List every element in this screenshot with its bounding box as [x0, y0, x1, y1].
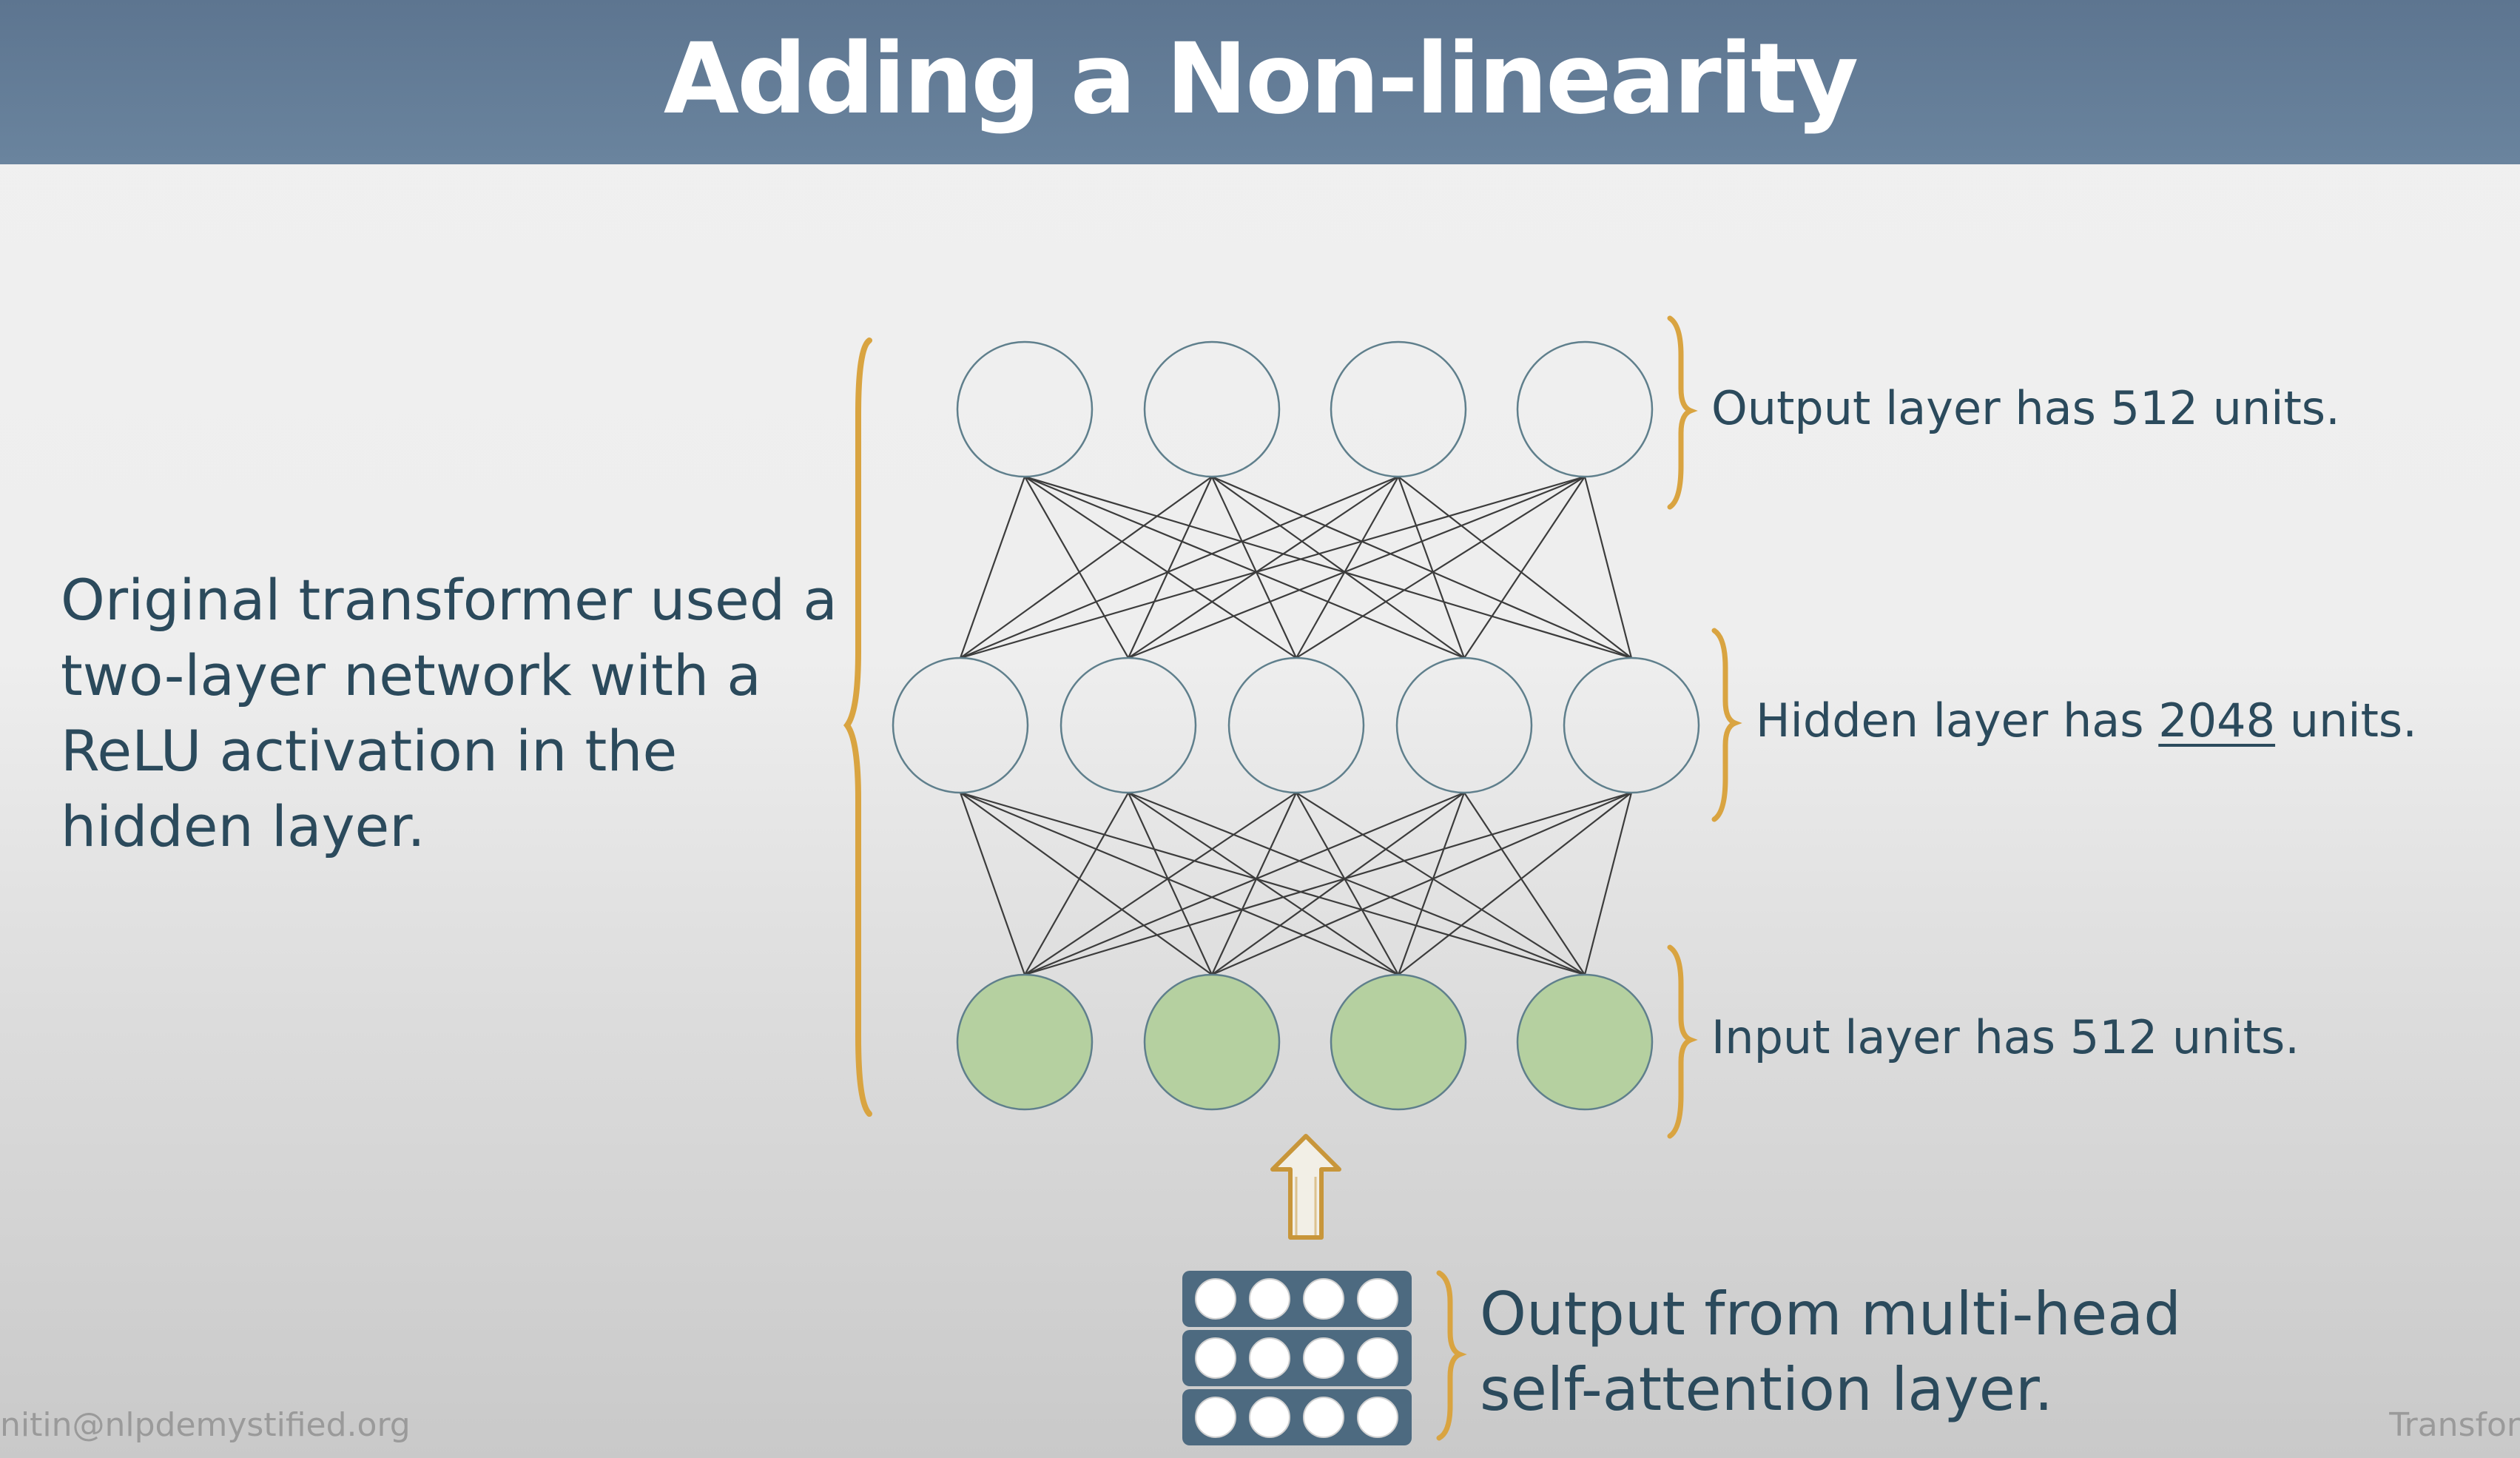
attention-unit: [1304, 1279, 1344, 1319]
edge-input-hidden: [960, 793, 1585, 975]
attention-output-block: [1182, 1271, 1412, 1445]
edge-hidden-output: [1025, 477, 1464, 658]
edge-input-hidden: [1585, 793, 1631, 975]
network-brace: [847, 340, 869, 1114]
attention-unit: [1250, 1397, 1290, 1437]
attention-unit: [1196, 1279, 1236, 1319]
output-units: 512: [2110, 381, 2198, 435]
input-node: [1517, 975, 1652, 1109]
input-units: 512: [2069, 1010, 2158, 1064]
input-node: [1331, 975, 1466, 1109]
hidden-node: [1061, 658, 1196, 793]
input-label-suffix: units.: [2157, 1010, 2300, 1064]
output-node: [957, 342, 1092, 477]
edge-input-hidden: [1398, 793, 1464, 975]
output-node: [1517, 342, 1652, 477]
attention-unit: [1196, 1338, 1236, 1378]
edge-input-hidden: [960, 793, 1025, 975]
edge-input-hidden: [1025, 793, 1296, 975]
input-layer-label: [1711, 1010, 2300, 1064]
output-label-prefix: Output layer has: [1711, 381, 2111, 435]
edge-hidden-output: [1025, 477, 1128, 658]
hidden-node: [1564, 658, 1699, 793]
attention-unit: [1250, 1338, 1290, 1378]
input-node: [1145, 975, 1279, 1109]
edge-input-hidden: [1025, 793, 1464, 975]
edge-hidden-output: [1398, 477, 1464, 658]
output-layer-label: [1711, 381, 2340, 435]
hidden-node: [893, 658, 1028, 793]
attention-unit: [1358, 1338, 1398, 1378]
attention-label: [1480, 1277, 2181, 1428]
hidden-units: 2048: [2158, 693, 2276, 748]
hidden-label-suffix: units.: [2275, 693, 2417, 748]
input-layer-brace: [1670, 947, 1691, 1136]
edge-hidden-output: [960, 477, 1585, 658]
edge-input-hidden: [1296, 793, 1398, 975]
edge-input-hidden: [960, 793, 1212, 975]
edge-hidden-output: [1296, 477, 1398, 658]
edge-input-hidden: [1025, 793, 1128, 975]
edge-hidden-output: [960, 477, 1398, 658]
input-node: [957, 975, 1092, 1109]
attention-unit: [1250, 1279, 1290, 1319]
output-label-suffix: units.: [2197, 381, 2340, 435]
edge-input-hidden: [960, 793, 1398, 975]
attention-unit: [1358, 1397, 1398, 1437]
neuron-nodes: [893, 342, 1699, 1109]
description-text: Original transformer used a two-layer network with a ReLU activation in the hidden layer.: [61, 567, 838, 859]
output-node: [1145, 342, 1279, 477]
edge-hidden-output: [1025, 477, 1296, 658]
attention-unit: [1358, 1279, 1398, 1319]
output-layer-brace: [1670, 318, 1691, 507]
hidden-node: [1229, 658, 1364, 793]
hidden-label-prefix: Hidden layer has: [1756, 693, 2159, 748]
slide-title: Adding a Non-linearity: [663, 22, 1857, 136]
attention-label-line1: Output from multi-head: [1480, 1280, 2181, 1348]
attention-label-line2: self-attention layer.: [1480, 1355, 2053, 1424]
input-label-prefix: Input layer has: [1711, 1010, 2070, 1064]
hidden-layer-brace: [1714, 631, 1735, 819]
attention-brace: [1439, 1273, 1460, 1438]
footer-email: nitin@nlpdemystified.org: [0, 1406, 411, 1444]
up-arrow-icon: [1273, 1136, 1339, 1237]
hidden-layer-label: [1756, 693, 2417, 748]
footer-title: Transfor: [2389, 1406, 2520, 1444]
hidden-node: [1397, 658, 1532, 793]
attention-unit: [1304, 1397, 1344, 1437]
edge-hidden-output: [960, 477, 1212, 658]
edge-hidden-output: [1585, 477, 1631, 658]
edge-hidden-output: [960, 477, 1025, 658]
attention-unit: [1304, 1338, 1344, 1378]
output-node: [1331, 342, 1466, 477]
attention-unit: [1196, 1397, 1236, 1437]
